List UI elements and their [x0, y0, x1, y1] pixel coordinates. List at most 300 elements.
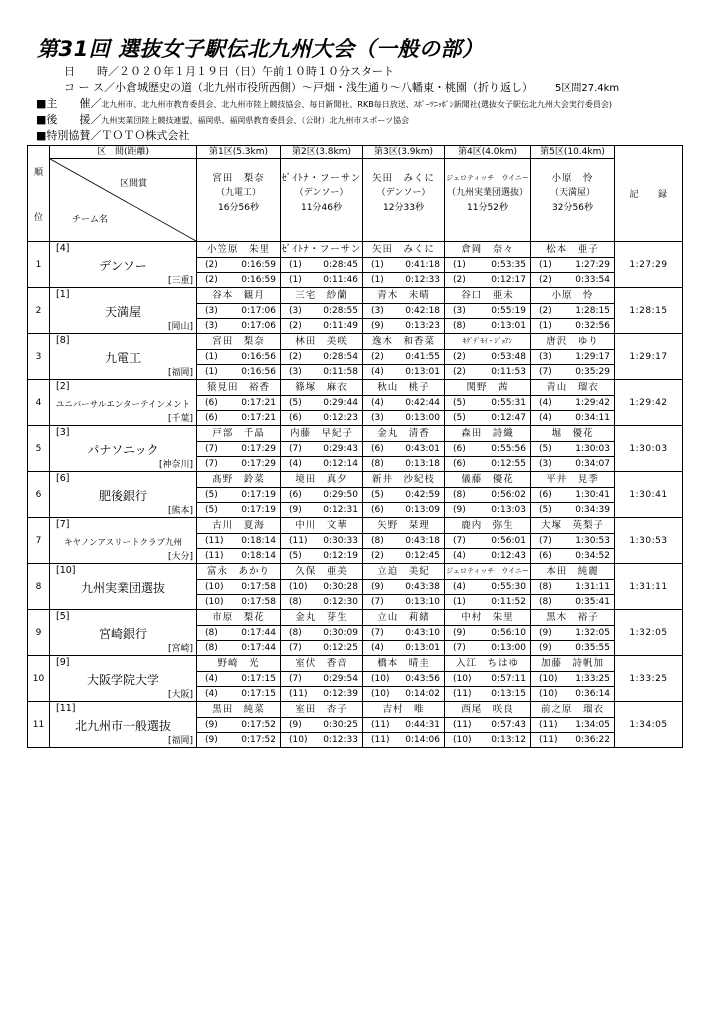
runner-name: 堀 優花: [531, 426, 614, 442]
section-rank: (11): [453, 689, 472, 699]
section-rank: (9): [371, 321, 384, 331]
runner-name: ｾﾞｲﾄﾅ・フーサン: [281, 242, 362, 258]
rank-cell: 10: [28, 656, 50, 702]
team-cell: [50, 334, 197, 380]
cumulative-line: [363, 718, 444, 732]
team-cell: [50, 564, 197, 610]
cumulative-line: [531, 258, 614, 272]
cumulative-time: 1:30:41: [575, 490, 610, 500]
section-time: 0:13:23: [405, 321, 440, 331]
section-line: [363, 272, 444, 287]
date-label: 日 時／: [64, 65, 119, 78]
runner-name: 金丸 清香: [363, 426, 444, 442]
cumulative-rank: (10): [289, 582, 308, 592]
team-bib: [1]: [56, 289, 70, 300]
section-time: 0:12:47: [491, 413, 526, 423]
leg-cell: [363, 564, 445, 610]
section-time: 0:13:00: [405, 413, 440, 423]
section-rank: (8): [371, 459, 384, 469]
leg-cell: [281, 702, 363, 748]
rank-header-bottom: 位: [33, 212, 43, 223]
cumulative-rank: (2): [371, 352, 384, 362]
record-cell: 1:31:11: [615, 564, 683, 610]
runner-name: 唐沢 ゆり: [531, 334, 614, 350]
leg-cell: [531, 518, 615, 564]
runner-name: 青木 未晴: [363, 288, 444, 304]
cumulative-time: 0:55:56: [491, 444, 526, 454]
host-value: 北九州市、北九州市教育委員会、北九州市陸上競技協会、毎日新聞社、RKB毎日放送、ｽﾎﾟｰﾂﾆｯﾎﾟﾝ新聞社(選抜女子駅伝北九州大会実行委員会): [101, 100, 612, 109]
cumulative-rank: (5): [539, 444, 552, 454]
team-bib: [6]: [56, 473, 70, 484]
cumulative-line: [197, 672, 280, 686]
section-line: [197, 594, 280, 609]
team-cell: [50, 610, 197, 656]
cumulative-time: 0:16:56: [241, 352, 276, 362]
cumulative-time: 0:17:29: [241, 444, 276, 454]
runner-name: ｷｸﾞﾃﾞﾓｲ・ｼﾞｮｱﾝ: [445, 334, 530, 350]
leg-cell: [281, 288, 363, 334]
section-time: 0:17:06: [241, 321, 276, 331]
team-name: パナソニック: [87, 443, 159, 457]
section-rank: (9): [539, 643, 552, 653]
section-rank: (1): [289, 275, 302, 285]
cumulative-line: [531, 718, 614, 732]
section-time: 0:17:19: [241, 505, 276, 515]
runner-name: 立迫 美紀: [363, 564, 444, 580]
section-time: 0:12:39: [323, 689, 358, 699]
leg-cell: [281, 518, 363, 564]
team-cell: [50, 288, 197, 334]
runner-name: 篠塚 麻衣: [281, 380, 362, 396]
section-rank: (7): [539, 367, 552, 377]
team-prefecture: [大分]: [167, 552, 193, 562]
runner-name: 室伏 香音: [281, 656, 362, 672]
cumulative-line: [281, 718, 362, 732]
team-prefecture: [熊本]: [167, 506, 193, 516]
table-row: [28, 242, 683, 288]
leg-cell: [363, 334, 445, 380]
leg-cell: [531, 472, 615, 518]
cumulative-time: 0:17:52: [241, 720, 276, 730]
team-bib: [10]: [56, 565, 76, 576]
section-time: 0:35:41: [575, 597, 610, 607]
team-cell: [50, 472, 197, 518]
leg-cell: [281, 656, 363, 702]
cumulative-line: [363, 350, 444, 364]
rank-cell: 9: [28, 610, 50, 656]
leg-cell: [363, 426, 445, 472]
cumulative-time: 1:31:11: [575, 582, 610, 592]
section-line: [281, 502, 362, 517]
cumulative-time: 0:29:50: [323, 490, 358, 500]
cumulative-line: [281, 350, 362, 364]
team-prefecture: [大阪]: [167, 690, 193, 700]
runner-name: 室田 杏子: [281, 702, 362, 718]
team-prefecture: [三重]: [167, 276, 193, 286]
section-line: [531, 364, 614, 379]
runner-name: 富永 あかり: [197, 564, 280, 580]
cumulative-line: [197, 488, 280, 502]
runner-name: 野崎 光: [197, 656, 280, 672]
sponsor-label: ■特別協賛／: [36, 129, 102, 142]
cumulative-line: [363, 672, 444, 686]
cumulative-line: [197, 258, 280, 272]
section-rank: (11): [371, 735, 390, 745]
section-rank: (11): [205, 551, 224, 561]
cumulative-time: 1:30:03: [575, 444, 610, 454]
section-rank: (6): [289, 413, 302, 423]
team-cell: [50, 380, 197, 426]
section-line: [445, 686, 530, 701]
section-time: 0:13:12: [491, 735, 526, 745]
cumulative-time: 0:42:44: [405, 398, 440, 408]
section-line: [531, 732, 614, 747]
cumulative-rank: (9): [289, 720, 302, 730]
section-line: [281, 456, 362, 471]
section-time: 0:16:56: [241, 367, 276, 377]
cumulative-rank: (1): [205, 352, 218, 362]
cumulative-line: [445, 396, 530, 410]
section-rank: (4): [371, 643, 384, 653]
cumulative-line: [281, 626, 362, 640]
cumulative-rank: (1): [289, 260, 302, 270]
cumulative-rank: (7): [539, 536, 552, 546]
section-rank: (5): [453, 413, 466, 423]
section-rank: (2): [453, 275, 466, 285]
cumulative-time: 0:43:01: [405, 444, 440, 454]
section-time: 0:12:45: [405, 551, 440, 561]
cumulative-line: [531, 580, 614, 594]
table-row: [28, 656, 683, 702]
section-time: 0:34:11: [575, 413, 610, 423]
section-prize: [197, 159, 280, 216]
cumulative-line: [531, 304, 614, 318]
host-label: ■主 催／: [36, 97, 102, 110]
cumulative-line: [197, 718, 280, 732]
section-header-5: [531, 146, 615, 242]
section-time: 0:12:17: [491, 275, 526, 285]
prize-runner: 小原 怜: [551, 173, 594, 184]
runner-name: 本田 純麗: [531, 564, 614, 580]
section-line: [445, 272, 530, 287]
section-prize: [281, 159, 362, 216]
cumulative-time: 0:57:11: [491, 674, 526, 684]
leg-cell: [531, 242, 615, 288]
cumulative-line: [531, 350, 614, 364]
cumulative-rank: (2): [205, 260, 218, 270]
runner-name: 矢野 栞理: [363, 518, 444, 534]
leg-cell: [363, 656, 445, 702]
rank-cell: 6: [28, 472, 50, 518]
section-time: 0:12:23: [323, 413, 358, 423]
section-time: 0:13:01: [405, 367, 440, 377]
section-rank: (2): [371, 551, 384, 561]
cumulative-rank: (6): [539, 490, 552, 500]
leg-cell: [531, 564, 615, 610]
section-rank: (7): [371, 597, 384, 607]
section-line: [363, 548, 444, 563]
cumulative-time: 1:29:17: [575, 352, 610, 362]
runner-name: 谷本 観月: [197, 288, 280, 304]
leg-cell: [445, 426, 531, 472]
section-time: 0:17:15: [241, 689, 276, 699]
cumulative-line: [445, 350, 530, 364]
team-name: 北九州市一般選抜: [74, 719, 171, 733]
cumulative-line: [531, 488, 614, 502]
section-time: 0:36:14: [575, 689, 610, 699]
cumulative-rank: (6): [453, 444, 466, 454]
team-name: ユニバーサルエンターテインメント: [55, 400, 191, 410]
record-cell: 1:30:53: [615, 518, 683, 564]
rank-cell: 3: [28, 334, 50, 380]
cumulative-line: [281, 672, 362, 686]
section-line: [197, 640, 280, 655]
cumulative-time: 0:43:38: [405, 582, 440, 592]
cumulative-line: [197, 626, 280, 640]
leg-cell: [281, 334, 363, 380]
cumulative-line: [531, 396, 614, 410]
section-line: [363, 456, 444, 471]
cumulative-rank: (4): [453, 582, 466, 592]
section-rank: (6): [539, 551, 552, 561]
runner-name: 儀藤 優花: [445, 472, 530, 488]
section-label: 第1区(5.3km): [197, 146, 280, 159]
section-prize: [531, 159, 614, 216]
cumulative-line: [363, 258, 444, 272]
runner-name: 吉村 唯: [363, 702, 444, 718]
cumulative-rank: (4): [539, 398, 552, 408]
section-line: [197, 548, 280, 563]
section-time: 0:14:06: [405, 735, 440, 745]
cumulative-rank: (10): [539, 674, 558, 684]
record-cell: 1:30:03: [615, 426, 683, 472]
cumulative-time: 0:17:44: [241, 628, 276, 638]
section-time: 0:17:44: [241, 643, 276, 653]
cumulative-line: [197, 396, 280, 410]
section-header-3: [363, 146, 445, 242]
runner-name: 橋本 晴圭: [363, 656, 444, 672]
section-line: [363, 502, 444, 517]
section-line: [363, 594, 444, 609]
cumulative-time: 0:29:54: [323, 674, 358, 684]
cumulative-line: [531, 442, 614, 456]
leg-cell: [197, 288, 281, 334]
cumulative-line: [445, 672, 530, 686]
section-rank: (4): [205, 689, 218, 699]
section-line: [531, 640, 614, 655]
runner-name: 黒田 純菜: [197, 702, 280, 718]
rank-cell: 5: [28, 426, 50, 472]
section-line: [531, 318, 614, 333]
runner-name: 谷口 亜未: [445, 288, 530, 304]
leg-cell: [197, 702, 281, 748]
prize-team: （天満屋）: [549, 188, 595, 198]
cumulative-time: 0:30:09: [323, 628, 358, 638]
table-row: [28, 564, 683, 610]
runner-name: 前之原 瑠衣: [531, 702, 614, 718]
date-value: ２０２０年１月１９日（日）午前１０時１０分スタート: [119, 65, 394, 78]
cumulative-time: 0:18:14: [241, 536, 276, 546]
section-line: [281, 640, 362, 655]
record-cell: 1:33:25: [615, 656, 683, 702]
section-label: 第2区(3.8km): [281, 146, 362, 159]
cumulative-rank: (11): [371, 720, 390, 730]
section-line: [445, 732, 530, 747]
cumulative-line: [197, 534, 280, 548]
date-line: [36, 66, 394, 78]
rank-cell: 4: [28, 380, 50, 426]
section-line: [363, 318, 444, 333]
leg-cell: [531, 610, 615, 656]
cumulative-time: 0:41:18: [405, 260, 440, 270]
cumulative-time: 0:17:15: [241, 674, 276, 684]
cumulative-line: [197, 350, 280, 364]
leg-cell: [197, 334, 281, 380]
section-rank: (10): [205, 597, 224, 607]
team-bib: [3]: [56, 427, 70, 438]
leg-cell: [281, 472, 363, 518]
cumulative-time: 0:42:59: [405, 490, 440, 500]
section-time: 0:18:14: [241, 551, 276, 561]
section-time: 0:11:53: [491, 367, 526, 377]
record-cell: 1:32:05: [615, 610, 683, 656]
cumulative-rank: (5): [453, 398, 466, 408]
leg-cell: [445, 380, 531, 426]
cumulative-time: 0:28:54: [323, 352, 358, 362]
team-prefecture: [神奈川]: [158, 460, 193, 470]
leg-cell: [281, 564, 363, 610]
section-rank: (7): [289, 643, 302, 653]
runner-name: 市原 梨花: [197, 610, 280, 626]
section-rank: (8): [539, 597, 552, 607]
prize-time: 12分33秒: [383, 203, 424, 213]
prize-team: （九電工）: [215, 188, 261, 198]
section-line: [531, 502, 614, 517]
section-line: [445, 594, 530, 609]
section-line: [281, 364, 362, 379]
team-bib: [5]: [56, 611, 70, 622]
cumulative-time: 1:32:05: [575, 628, 610, 638]
cumulative-time: 1:27:29: [575, 260, 610, 270]
cumulative-time: 0:17:06: [241, 306, 276, 316]
cumulative-time: 0:55:30: [491, 582, 526, 592]
cumulative-time: 0:55:19: [491, 306, 526, 316]
leg-cell: [531, 656, 615, 702]
runner-name: 西尾 咲良: [445, 702, 530, 718]
cumulative-rank: (1): [453, 260, 466, 270]
cumulative-rank: (3): [205, 306, 218, 316]
cumulative-time: 0:43:18: [405, 536, 440, 546]
cumulative-time: 0:17:58: [241, 582, 276, 592]
cumulative-rank: (4): [205, 674, 218, 684]
section-rank: (3): [539, 459, 552, 469]
section-line: [363, 732, 444, 747]
cumulative-time: 0:30:33: [323, 536, 358, 546]
cumulative-rank: (11): [453, 720, 472, 730]
cumulative-rank: (6): [289, 490, 302, 500]
cumulative-line: [281, 488, 362, 502]
section-time: 0:13:15: [491, 689, 526, 699]
runner-name: 関野 茜: [445, 380, 530, 396]
leg-cell: [197, 656, 281, 702]
cumulative-line: [363, 396, 444, 410]
cumulative-rank: (10): [205, 582, 224, 592]
leg-cell: [281, 426, 363, 472]
leg-cell: [363, 288, 445, 334]
section-line: [197, 686, 280, 701]
section-time: 0:11:46: [323, 275, 358, 285]
leg-cell: [363, 380, 445, 426]
runner-name: 金丸 芽生: [281, 610, 362, 626]
runner-name: 林田 美咲: [281, 334, 362, 350]
section-time: 0:12:33: [405, 275, 440, 285]
section-time: 0:17:21: [241, 413, 276, 423]
team-bib: [11]: [56, 703, 76, 714]
section-time: 0:17:29: [241, 459, 276, 469]
support-label: ■後 援／: [36, 113, 102, 126]
section-time: 0:13:00: [491, 643, 526, 653]
cumulative-time: 0:42:18: [405, 306, 440, 316]
section-time: 0:11:58: [323, 367, 358, 377]
section-time: 0:12:43: [491, 551, 526, 561]
cumulative-line: [445, 534, 530, 548]
section-line: [281, 318, 362, 333]
section-time: 0:17:52: [241, 735, 276, 745]
runner-name: 森田 詩織: [445, 426, 530, 442]
cumulative-line: [281, 258, 362, 272]
runner-name: 境田 真夕: [281, 472, 362, 488]
host-line: [36, 98, 612, 111]
section-line: [281, 410, 362, 425]
section-time: 0:12:25: [323, 643, 358, 653]
cumulative-time: 1:28:15: [575, 306, 610, 316]
section-rank: (1): [453, 597, 466, 607]
record-cell: 1:29:42: [615, 380, 683, 426]
cumulative-time: 0:53:48: [491, 352, 526, 362]
runner-name: 内藤 早紀子: [281, 426, 362, 442]
team-name: 九電工: [104, 351, 141, 365]
table-row: [28, 288, 683, 334]
cumulative-rank: (2): [289, 352, 302, 362]
rank-header: [28, 146, 50, 242]
cumulative-rank: (10): [453, 674, 472, 684]
cumulative-rank: (3): [539, 352, 552, 362]
cumulative-rank: (8): [453, 490, 466, 500]
section-line: [363, 640, 444, 655]
cumulative-time: 0:29:44: [323, 398, 358, 408]
section-rank: (5): [539, 505, 552, 515]
section-rank: (3): [371, 413, 384, 423]
table-row: [28, 426, 683, 472]
runner-name: 加藤 詩帆加: [531, 656, 614, 672]
section-time: 0:13:09: [405, 505, 440, 515]
sponsor-line: [36, 130, 189, 142]
section-line: [281, 732, 362, 747]
section-prize: [363, 159, 444, 216]
leg-cell: [363, 610, 445, 656]
cumulative-time: 0:43:56: [405, 674, 440, 684]
course-line: [36, 82, 619, 95]
section-rank: (6): [453, 459, 466, 469]
runner-name: 秋山 桃子: [363, 380, 444, 396]
section-label: 第5区(10.4km): [531, 146, 614, 159]
section-time: 0:35:55: [575, 643, 610, 653]
runner-name: 中川 文華: [281, 518, 362, 534]
leg-cell: [445, 702, 531, 748]
section-header-4: [445, 146, 531, 242]
cumulative-line: [363, 304, 444, 318]
section-line: [197, 732, 280, 747]
